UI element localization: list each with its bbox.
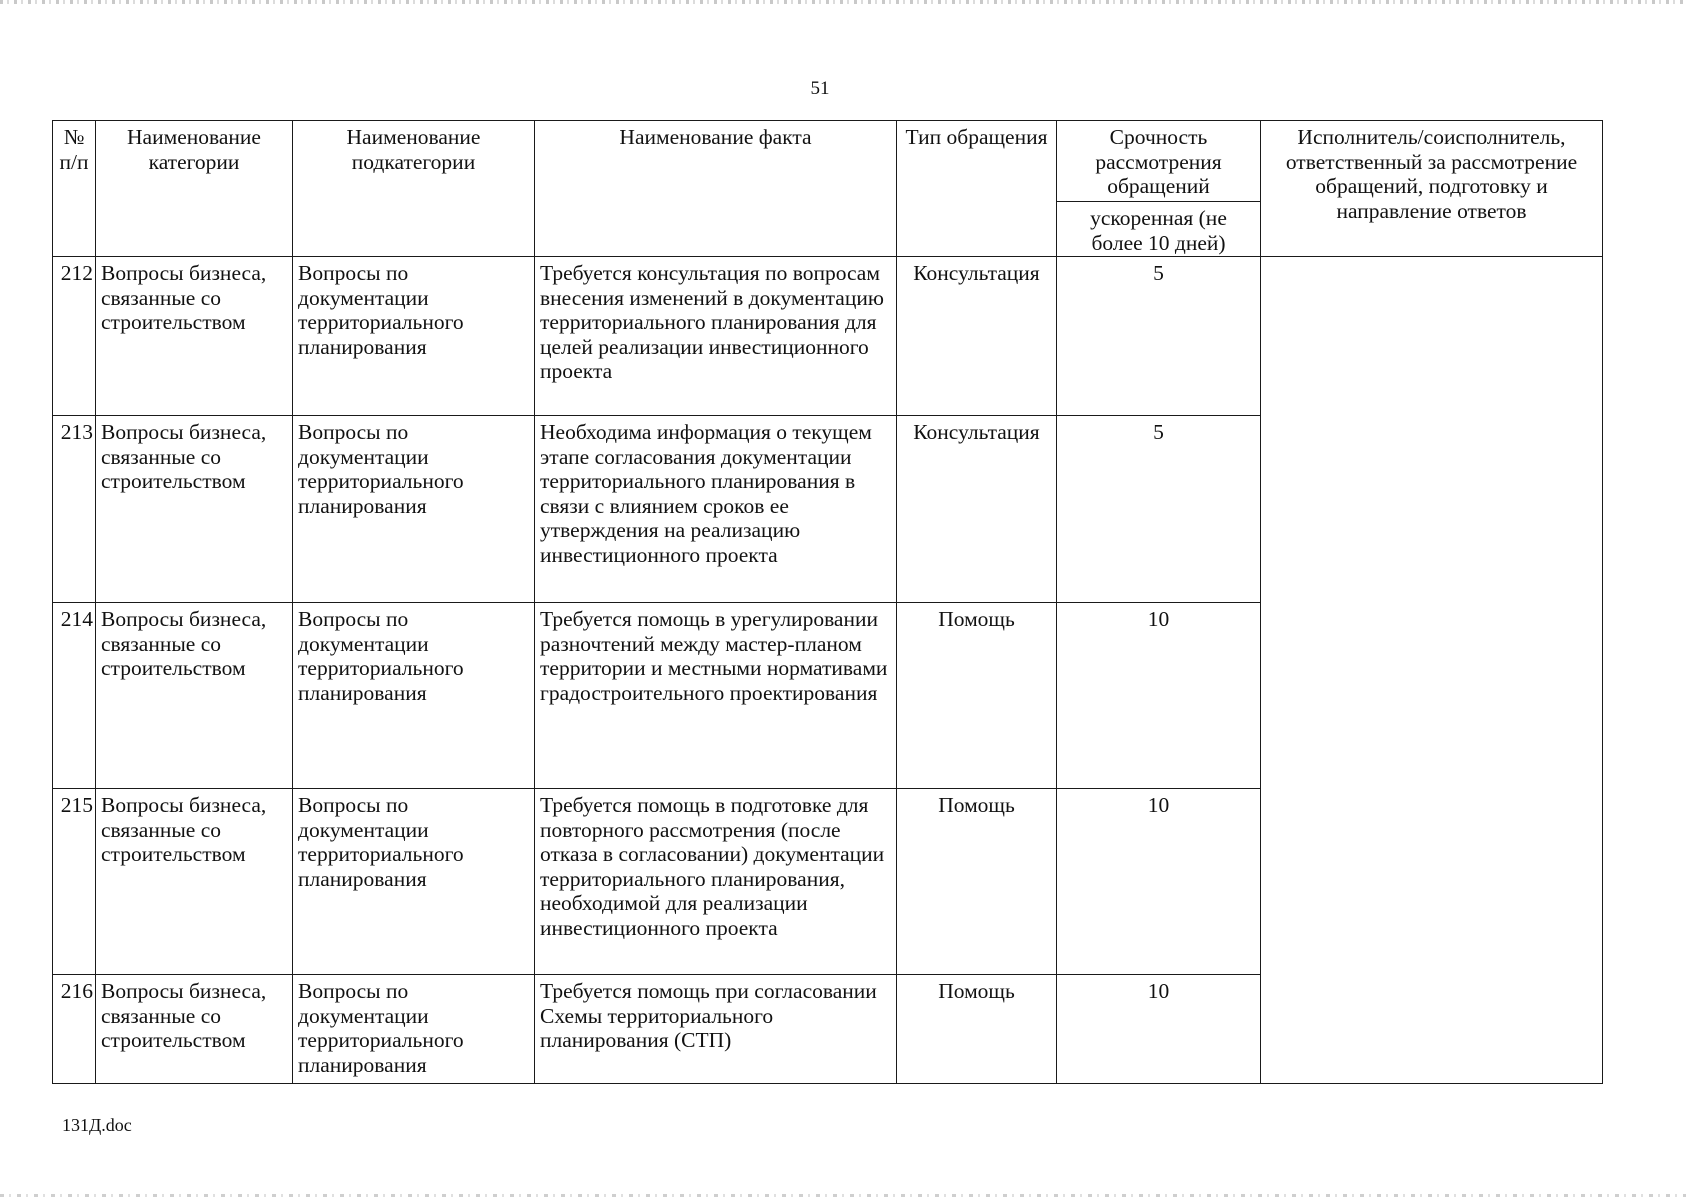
row-category: Вопросы бизнеса, связанные со строительством: [96, 603, 293, 789]
row-type: Помощь: [897, 975, 1057, 1084]
row-type: Консультация: [897, 257, 1057, 416]
row-category: Вопросы бизнеса, связанные со строительством: [96, 416, 293, 603]
scan-edge-top: [0, 0, 1686, 4]
row-type: Помощь: [897, 789, 1057, 975]
header-num-abbr: п/п: [59, 149, 89, 174]
header-fact: Наименование факта: [535, 121, 897, 257]
appeals-table: [52, 120, 1603, 1084]
row-subcategory: Вопросы по документации территориального планирования: [293, 603, 535, 789]
header-urgency-accelerated: ускоренная (не более 10 дней): [1057, 202, 1261, 257]
table-row: [53, 257, 1603, 416]
row-number: 213: [53, 416, 96, 603]
header-subcategory: Наименование подкатегории: [293, 121, 535, 257]
header-row: [53, 121, 1603, 202]
row-type: Консультация: [897, 416, 1057, 603]
header-num-symbol: №: [63, 125, 85, 149]
row-fact: Требуется помощь при согласовании Схемы территориального планирования (СТП): [535, 975, 897, 1084]
row-fact: Требуется помощь в подготовке для повторного рассмотрения (после отказа в согласовании) документации территориального планирования, необходимой для реализации инвестиционного проекта: [535, 789, 897, 975]
row-fact: Требуется консультация по вопросам внесения изменений в документацию территориального планирования для целей реализации инвестиционного проекта: [535, 257, 897, 416]
row-number: 215: [53, 789, 96, 975]
row-number: 216: [53, 975, 96, 1084]
row-subcategory: Вопросы по документации территориального планирования: [293, 416, 535, 603]
row-days: 5: [1057, 257, 1261, 416]
header-num: [53, 121, 96, 257]
row-fact: Необходима информация о текущем этапе согласования документации территориального планирования в связи с влиянием сроков ее утверждения на реализацию инвестиционного проекта: [535, 416, 897, 603]
row-number: 214: [53, 603, 96, 789]
page-number: 51: [810, 78, 830, 99]
header-executor: Исполнитель/соисполнитель, ответственный за рассмотрение обращений, подготовку и направление ответов: [1261, 121, 1603, 257]
header-type: Тип обращения: [897, 121, 1057, 257]
row-category: Вопросы бизнеса, связанные со строительством: [96, 975, 293, 1084]
row-days: 10: [1057, 603, 1261, 789]
header-urgency: Срочность рассмотрения обращений: [1057, 121, 1261, 202]
row-subcategory: Вопросы по документации территориального планирования: [293, 257, 535, 416]
row-days: 10: [1057, 789, 1261, 975]
row-days: 5: [1057, 416, 1261, 603]
scan-edge-bottom: [0, 1194, 1686, 1197]
row-category: Вопросы бизнеса, связанные со строительством: [96, 789, 293, 975]
row-fact: Требуется помощь в урегулировании разночтений между мастер-планом территории и местными нормативами градостроительного проектирования: [535, 603, 897, 789]
row-category: Вопросы бизнеса, связанные со строительством: [96, 257, 293, 416]
row-number: 212: [53, 257, 96, 416]
row-days: 10: [1057, 975, 1261, 1084]
footer-filename: 131Д.doc: [62, 1115, 132, 1135]
executor-cell: [1261, 257, 1603, 1084]
row-subcategory: Вопросы по документации территориального планирования: [293, 975, 535, 1084]
row-type: Помощь: [897, 603, 1057, 789]
header-category: Наименование категории: [96, 121, 293, 257]
row-subcategory: Вопросы по документации территориального планирования: [293, 789, 535, 975]
